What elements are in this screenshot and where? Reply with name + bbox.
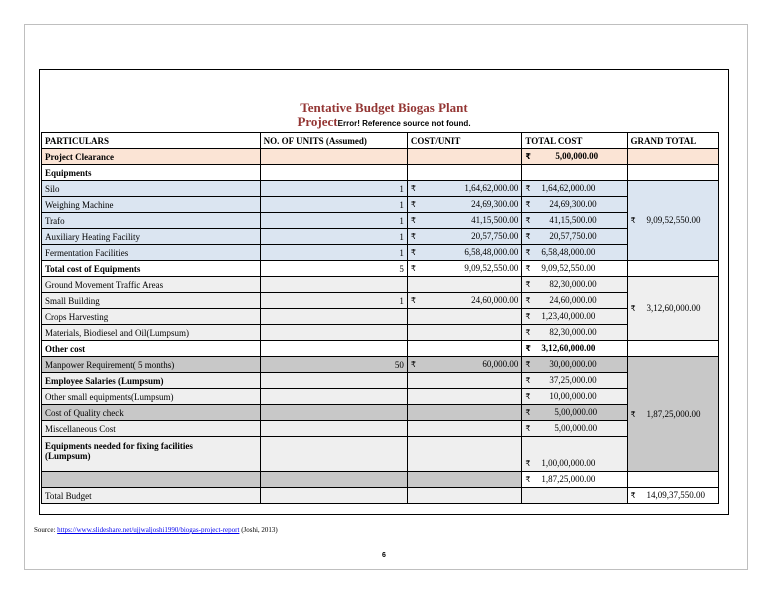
budget-table (41, 132, 719, 504)
cell-label: Equipments (42, 165, 261, 181)
cell-total: ₹ 1,00,00,000.00 (522, 437, 627, 472)
cell-total: ₹ 6,58,48,000.00 (522, 245, 627, 261)
cell-label: Total Budget (42, 488, 261, 504)
cell-label: Employee Salaries (Lumpsum) (42, 373, 261, 389)
budget-title: Tentative Budget Biogas Plant (300, 100, 468, 115)
row-miscellaneous (42, 421, 719, 437)
cell-label: Other cost (42, 341, 261, 357)
cell-label: Crops Harvesting (42, 309, 261, 325)
cell-total: ₹ 9,09,52,550.00 (522, 261, 627, 277)
cell-total: ₹ 10,00,000.00 (522, 389, 627, 405)
row-auxiliary-heating (42, 229, 719, 245)
row-equipments (42, 165, 719, 181)
cell-label: Weighing Machine (42, 197, 261, 213)
cell-cost: ₹ 1,64,62,000.00 (407, 181, 522, 197)
cell-total: ₹ 24,69,300.00 (522, 197, 627, 213)
cell-label: Auxiliary Heating Facility (42, 229, 261, 245)
header-units: NO. OF UNITS (Assumed) (260, 133, 407, 149)
cell-total: ₹ 1,64,62,000.00 (522, 181, 627, 197)
cell-label: Trafo (42, 213, 261, 229)
header-cost-unit: COST/UNIT (407, 133, 522, 149)
cell-cost: ₹ 41,15,500.00 (407, 213, 522, 229)
cell-total: ₹ 30,00,000.00 (522, 357, 627, 373)
cell-grand-total-budget: ₹ 14,09,37,550.00 (627, 488, 718, 504)
cell-cost: ₹ 24,60,000.00 (407, 293, 522, 309)
cell-total: ₹ 20,57,750.00 (522, 229, 627, 245)
cell-total: ₹ 5,00,000.00 (522, 405, 627, 421)
row-other-small-equipments (42, 389, 719, 405)
project-word: Project (297, 114, 338, 129)
header-row (42, 133, 719, 149)
row-salaries (42, 373, 719, 389)
budget-subtitle (39, 114, 729, 130)
cell-grand-equipments: ₹ 9,09,52,550.00 (627, 181, 718, 261)
cell-grand-staff: ₹ 1,87,25,000.00 (627, 357, 718, 472)
cell-label: Fermentation Facilities (42, 245, 261, 261)
row-project-clearance (42, 149, 719, 165)
header-particulars: PARTICULARS (42, 133, 261, 149)
cell-label: Materials, Biodiesel and Oil(Lumpsum) (42, 325, 261, 341)
row-other-cost (42, 341, 719, 357)
cell-total: ₹ 1,87,25,000.00 (522, 472, 627, 488)
cell-total: ₹ 1,23,40,000.00 (522, 309, 627, 325)
cell-label: Miscellaneous Cost (42, 421, 261, 437)
cell-label: Ground Movement Traffic Areas (42, 277, 261, 293)
row-fixing-facilities (42, 437, 719, 472)
cell-label: Manpower Requirement( 5 months) (42, 357, 261, 373)
cell-label: Other small equipments(Lumpsum) (42, 389, 261, 405)
row-staff-sum (42, 472, 719, 488)
page-number: 6 (382, 552, 386, 559)
cell-total: ₹ 82,30,000.00 (522, 325, 627, 341)
cell-label: Cost of Quality check (42, 405, 261, 421)
cell-cost: ₹ 9,09,52,550.00 (407, 261, 522, 277)
row-materials (42, 325, 719, 341)
cell-label: Project Clearance (42, 149, 261, 165)
row-quality-check (42, 405, 719, 421)
cell-label: Total cost of Equipments (42, 261, 261, 277)
cell-total: ₹ 82,30,000.00 (522, 277, 627, 293)
cell-total: ₹ 24,60,000.00 (522, 293, 627, 309)
row-ground-movement (42, 277, 719, 293)
cell-cost: ₹ 24,69,300.00 (407, 197, 522, 213)
row-total-budget (42, 488, 719, 504)
cell-total: ₹ 5,00,000.00 (522, 421, 627, 437)
header-total-cost: TOTAL COST (522, 133, 627, 149)
row-total-equipments (42, 261, 719, 277)
row-fermentation (42, 245, 719, 261)
cell-units: 5 (260, 261, 407, 277)
row-silo (42, 181, 719, 197)
cell-units: 1 (260, 293, 407, 309)
cell-total: ₹ 37,25,000.00 (522, 373, 627, 389)
row-small-building (42, 293, 719, 309)
cell-cost: ₹ 60,000.00 (407, 357, 522, 373)
cell-total: ₹ 5,00,000.00 (522, 149, 627, 165)
cell-units: 1 (260, 197, 407, 213)
header-grand-total: GRAND TOTAL (627, 133, 718, 149)
cell-grand-other: ₹ 3,12,60,000.00 (627, 277, 718, 341)
cell-label: Small Building (42, 293, 261, 309)
row-manpower (42, 357, 719, 373)
cell-units: 1 (260, 181, 407, 197)
cell-label: Silo (42, 181, 261, 197)
row-crops-harvesting (42, 309, 719, 325)
cell-units: 1 (260, 213, 407, 229)
cell-label: Equipments needed for fixing facilities (Lumpsum) (42, 437, 261, 472)
cell-units: 1 (260, 245, 407, 261)
cell-units: 50 (260, 357, 407, 373)
row-weighing-machine (42, 197, 719, 213)
cell-total: ₹ 3,12,60,000.00 (522, 341, 627, 357)
row-trafo (42, 213, 719, 229)
cell-cost: ₹ 20,57,750.00 (407, 229, 522, 245)
cell-units: 1 (260, 229, 407, 245)
source-link[interactable]: https://www.slideshare.net/ujjwaljoshi1990/biogas-project-report (57, 526, 240, 534)
source-note: Source: https://www.slideshare.net/ujjwaljoshi1990/biogas-project-report (Joshi, 2013) (34, 526, 278, 534)
cell-cost: ₹ 6,58,48,000.00 (407, 245, 522, 261)
reference-error: Error! Reference source not found. (337, 119, 471, 128)
cell-total: ₹ 41,15,500.00 (522, 213, 627, 229)
